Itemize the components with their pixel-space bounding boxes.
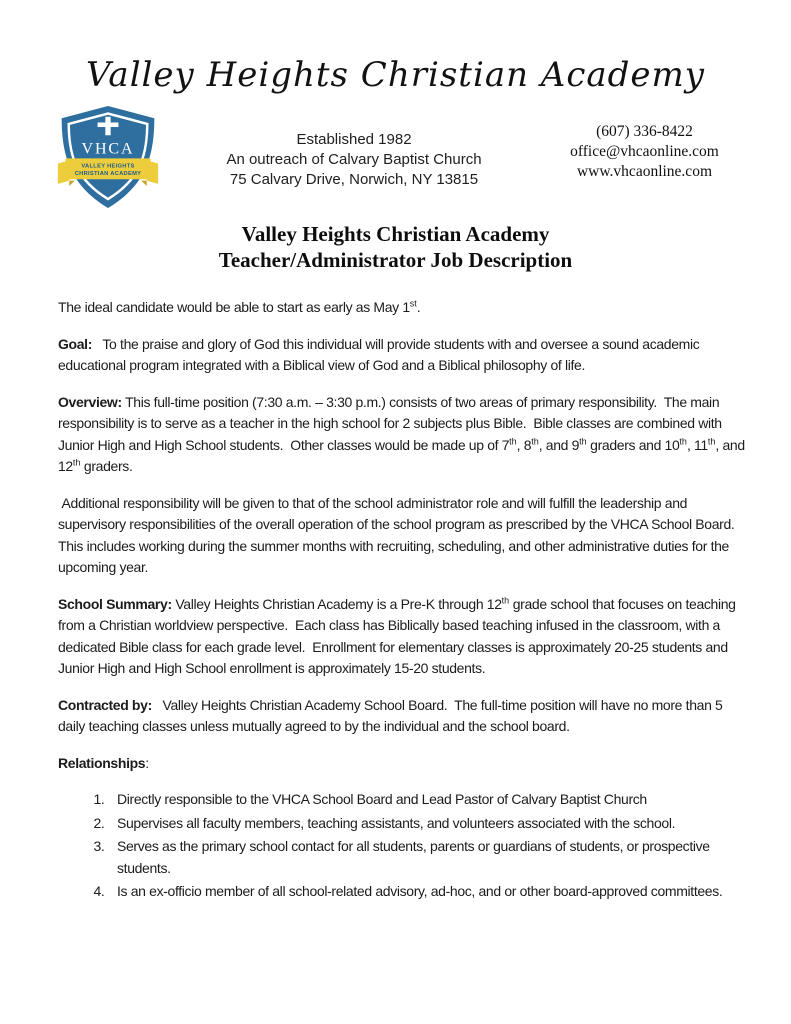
list-item: 4. Is an ex-officio member of all school-related advisory, ad-hoc, and or other board-approved committees. <box>108 881 747 903</box>
banner-text-line1: VALLEY HEIGHTS <box>81 163 135 170</box>
school-summary-paragraph: School Summary: Valley Heights Christian Academy is a Pre-K through 12th grade school that focuses on teaching from a Christian worldview perspective. Each class has Biblically based teaching infused in the classroom, with a dedicated Bible class for each grade level. Enrollment for elementary classes is approximately 20-25 students and Junior High and High School enrollment is approximately 15-20 students. <box>58 594 740 676</box>
established-line: Established 1982 <box>296 131 412 148</box>
logo-acronym: VHCA <box>81 140 135 158</box>
document-title-line2: Teacher/Administrator Job Description <box>218 248 573 272</box>
intro-paragraph: The ideal candidate would be able to start as early as May 1st. <box>58 298 421 315</box>
letterhead-contact-info <box>542 122 747 182</box>
document-title-line1: Valley Heights Christian Academy <box>241 222 550 246</box>
additional-responsibility-paragraph: Additional responsibility will be given to that of the school administrator role and will fulfill the leadership and supervisory responsibilities of the overall operation of the school program as prescribed by the VHCA School Board. This includes working during the summer months with recruiting, scheduling, and other administrative duties for the upcoming year. <box>58 494 742 575</box>
document-body <box>58 297 747 903</box>
email-address: office@vhcaonline.com <box>570 143 719 160</box>
list-item: 3. Serves as the primary school contact for all students, parents or guardians of students, or prospective students. <box>108 836 747 879</box>
contracted-by-paragraph: Contracted by: Valley Heights Christian Academy School Board. The full-time position will have no more than 5 daily teaching classes unless mutually agreed to by the individual and the school board. <box>58 696 727 734</box>
list-item: 2. Supervises all faculty members, teaching assistants, and volunteers associated with the school. <box>108 813 747 835</box>
shield-logo-icon <box>56 104 160 210</box>
relationships-list <box>108 789 747 903</box>
overview-paragraph: Overview: This full-time position (7:30 a.m. – 3:30 p.m.) consists of two areas of primary responsibility. The main responsibility is to serve as a teacher in the high school for 2 subjects plus Bible. Bible classes are combined with Junior High and High School students. Other classes would be made up of 7th, 8th, and 9th graders and 10th, 11th, and 12th graders. <box>58 393 749 474</box>
website-url: www.vhcaonline.com <box>576 163 712 180</box>
vhca-logo <box>56 104 166 215</box>
banner-text-line2: CHRISTIAN ACADEMY <box>74 170 142 177</box>
address-line: 75 Calvary Drive, Norwich, NY 13815 <box>229 171 479 188</box>
phone-number: (607) 336-8422 <box>596 123 693 140</box>
relationships-heading: Relationships: <box>58 754 149 771</box>
outreach-line: An outreach of Calvary Baptist Church <box>226 151 482 168</box>
list-item: 1. Directly responsible to the VHCA School Board and Lead Pastor of Calvary Baptist Church <box>108 789 747 811</box>
ribbon-fold-left <box>69 181 75 186</box>
goal-paragraph: Goal: To the praise and glory of God this individual will provide students with and oversee a sound academic educational program integrated with a Biblical view of God and a Biblical philosophy of life. <box>58 335 703 373</box>
letterhead-row <box>56 104 747 215</box>
letterhead <box>0 52 791 215</box>
letterhead-script-title: Valley Heights Christian Academy <box>85 55 705 95</box>
ribbon-fold-right <box>141 181 147 186</box>
document-title <box>0 221 791 273</box>
letterhead-center-info <box>166 130 542 190</box>
